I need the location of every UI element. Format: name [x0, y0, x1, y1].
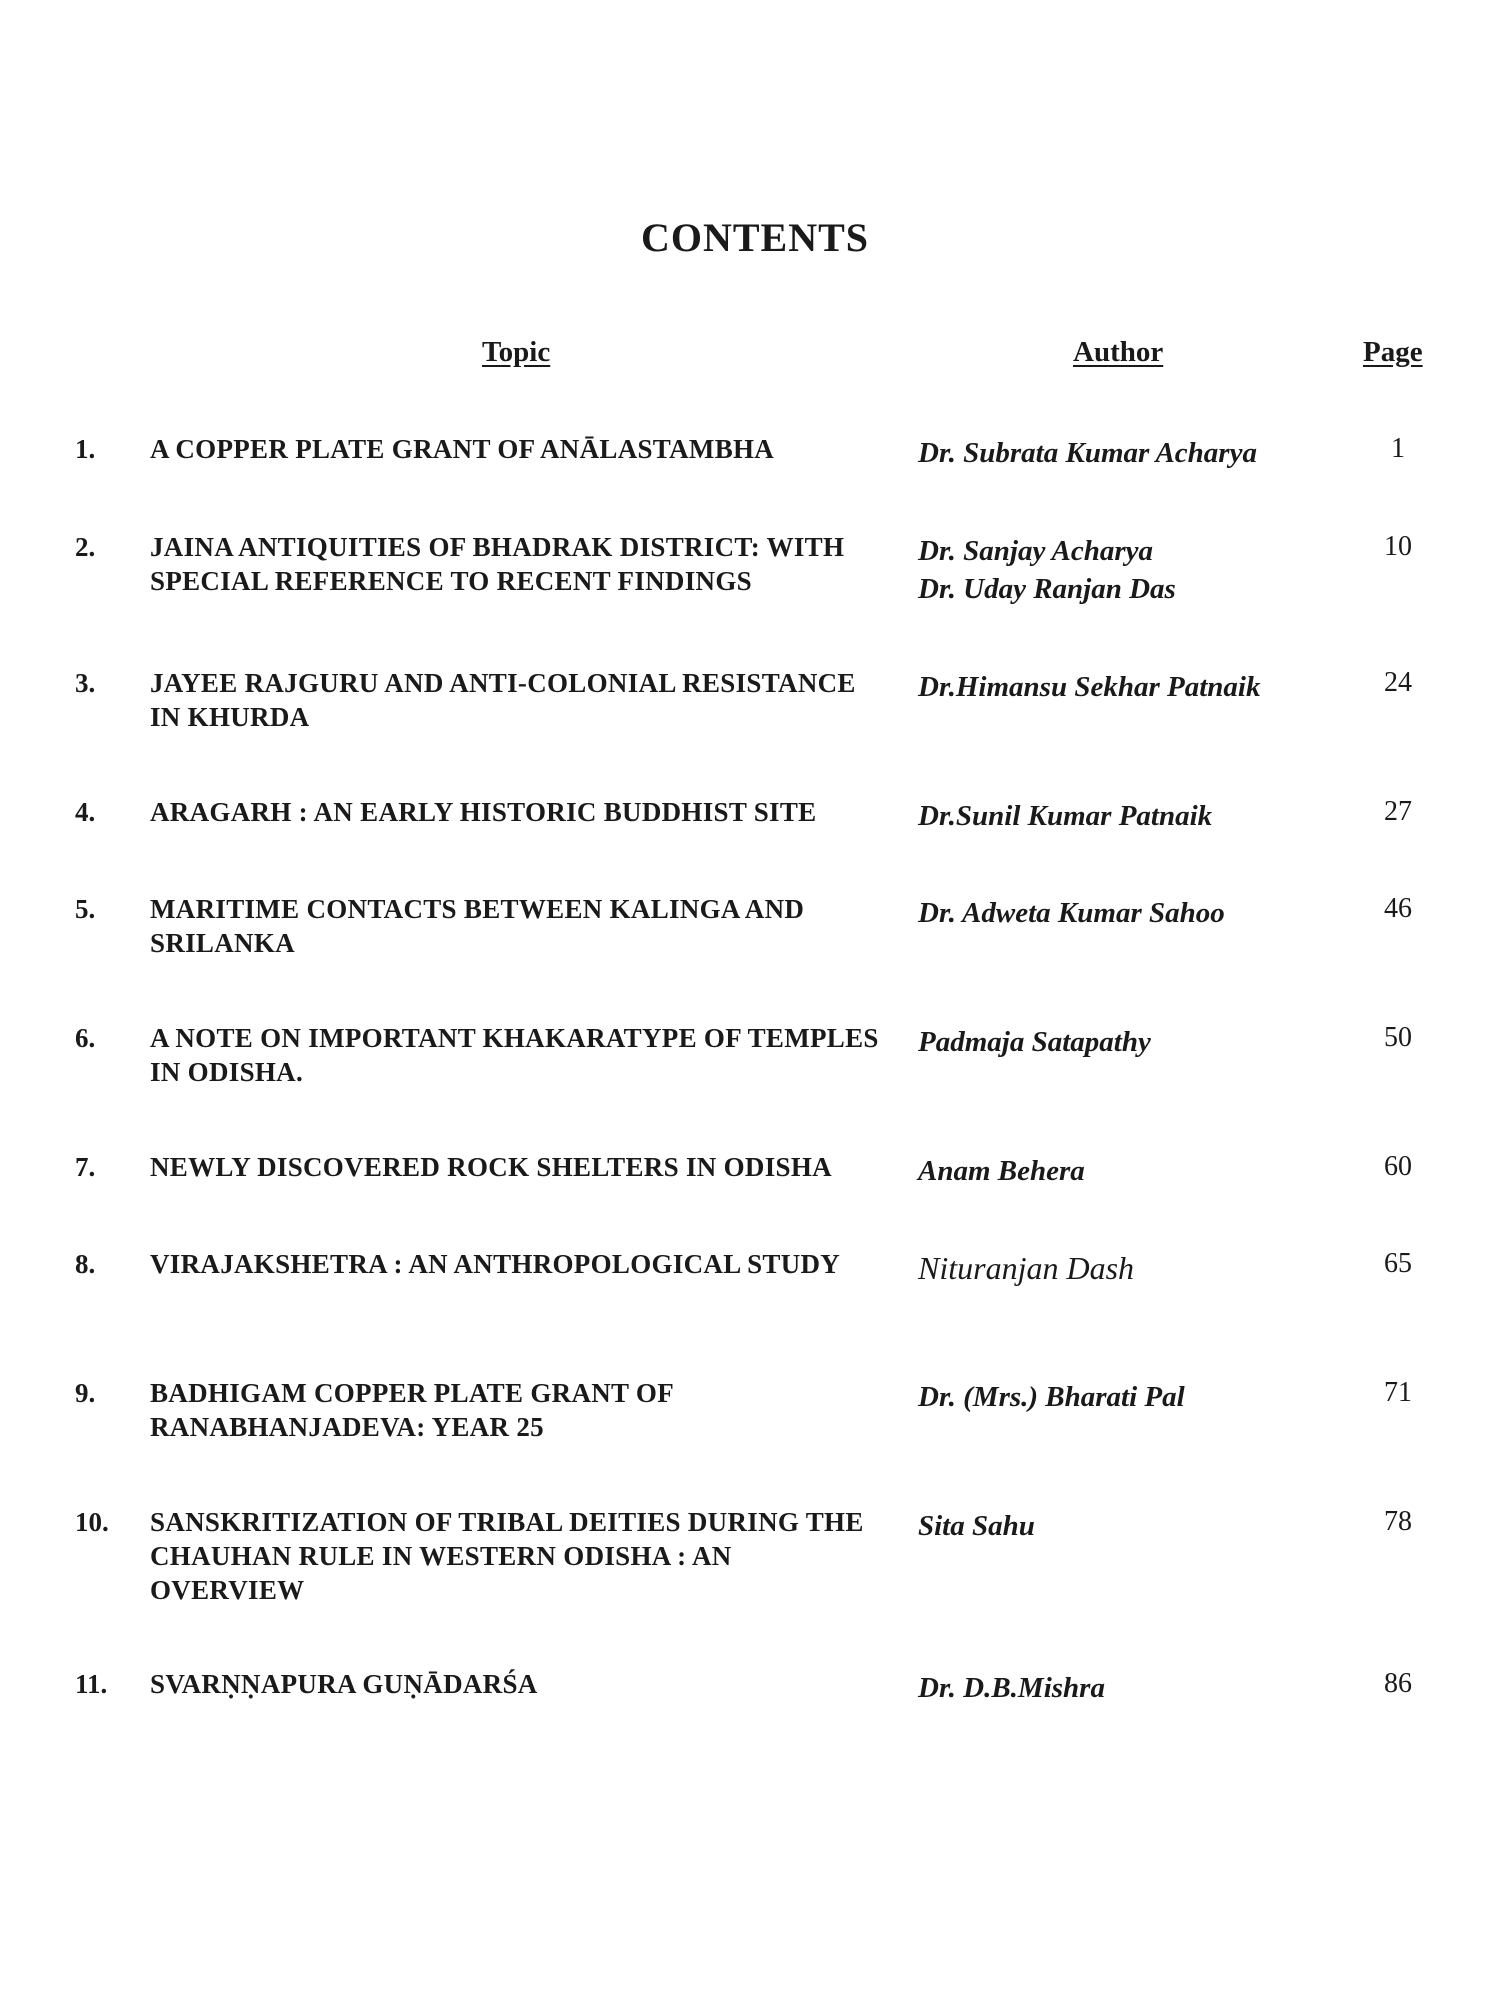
entry-author: Padmaja Satapathy [918, 1026, 1151, 1058]
entry-page-number: 1 [1391, 433, 1405, 464]
entry-page-number: 10 [1384, 531, 1412, 562]
entry-authors [918, 1023, 1318, 1061]
entry-authors [918, 668, 1318, 706]
entry-number: 1. [75, 434, 96, 464]
entry-topic: A COPPER PLATE GRANT OF ANĀLASTAMBHA [150, 434, 775, 464]
entry-topic: SVARṆṆAPURA GUṆĀDARŚA [150, 1669, 538, 1699]
entry-author: Dr.Sunil Kumar Patnaik [918, 800, 1213, 832]
entry-number: 2. [75, 532, 96, 562]
entry-page-number: 86 [1384, 1668, 1412, 1699]
entry-author: Dr. D.B.Mishra [918, 1672, 1105, 1704]
entry-number: 8. [75, 1249, 96, 1279]
entry-author: Dr. Uday Ranjan Das [918, 573, 1176, 605]
entry-topic: A NOTE ON IMPORTANT KHAKARATYPE OF TEMPLES IN ODISHA. [150, 1023, 879, 1087]
column-header-page: Page [1363, 336, 1423, 368]
entry-topic: JAINA ANTIQUITIES OF BHADRAK DISTRICT: WITH SPECIAL REFERENCE TO RECENT FINDINGS [150, 532, 845, 596]
entry-author: Dr.Himansu Sekhar Patnaik [918, 671, 1261, 703]
entry-page-number: 60 [1384, 1151, 1412, 1182]
entry-topic: VIRAJAKSHETRA : AN ANTHROPOLOGICAL STUDY [150, 1249, 841, 1279]
entry-author: Dr. (Mrs.) Bharati Pal [918, 1381, 1185, 1413]
page-title: CONTENTS [640, 215, 870, 260]
entry-number: 11. [75, 1669, 108, 1699]
entry-authors [918, 434, 1318, 472]
entry-authors [918, 1378, 1318, 1416]
entry-author: Anam Behera [918, 1155, 1085, 1187]
entry-page-number: 27 [1384, 796, 1412, 827]
entry-author: Dr. Subrata Kumar Acharya [918, 437, 1257, 469]
entry-topic: MARITIME CONTACTS BETWEEN KALINGA AND SRILANKA [150, 894, 805, 958]
entry-number: 6. [75, 1023, 96, 1053]
entry-number: 9. [75, 1378, 96, 1408]
entry-authors [918, 1249, 1318, 1287]
entry-authors [918, 1152, 1318, 1190]
entry-authors [918, 532, 1318, 608]
entry-page-number: 50 [1384, 1022, 1412, 1053]
entry-number: 7. [75, 1152, 96, 1182]
entry-topic: BADHIGAM COPPER PLATE GRANT OF RANABHANJADEVA: YEAR 25 [150, 1378, 674, 1442]
entry-page-number: 46 [1384, 893, 1412, 924]
entry-authors [918, 797, 1318, 835]
entry-author: Nituranjan Dash [918, 1250, 1135, 1286]
entry-page-number: 71 [1384, 1377, 1412, 1408]
entry-topic: SANSKRITIZATION OF TRIBAL DEITIES DURING THE CHAUHAN RULE IN WESTERN ODISHA : AN OVERVIEW [150, 1507, 864, 1605]
entry-page-number: 24 [1384, 667, 1412, 698]
entry-authors [918, 894, 1318, 932]
entry-author: Dr. Adweta Kumar Sahoo [918, 897, 1225, 929]
entry-authors [918, 1507, 1318, 1545]
entry-author: Dr. Sanjay Acharya [918, 535, 1153, 567]
entry-number: 10. [75, 1507, 109, 1537]
entry-number: 3. [75, 668, 96, 698]
entry-page-number: 78 [1384, 1506, 1412, 1537]
entry-number: 4. [75, 797, 96, 827]
entry-topic: JAYEE RAJGURU AND ANTI-COLONIAL RESISTANCE IN KHURDA [150, 668, 856, 732]
entry-page-number: 65 [1384, 1248, 1412, 1279]
entry-topic: ARAGARH : AN EARLY HISTORIC BUDDHIST SITE [150, 797, 817, 827]
column-header-topic: Topic [482, 336, 551, 368]
entry-authors [918, 1669, 1318, 1707]
entry-author: Sita Sahu [918, 1510, 1035, 1542]
entry-topic: NEWLY DISCOVERED ROCK SHELTERS IN ODISHA [150, 1152, 832, 1182]
entry-number: 5. [75, 894, 96, 924]
column-header-author: Author [1073, 336, 1164, 368]
